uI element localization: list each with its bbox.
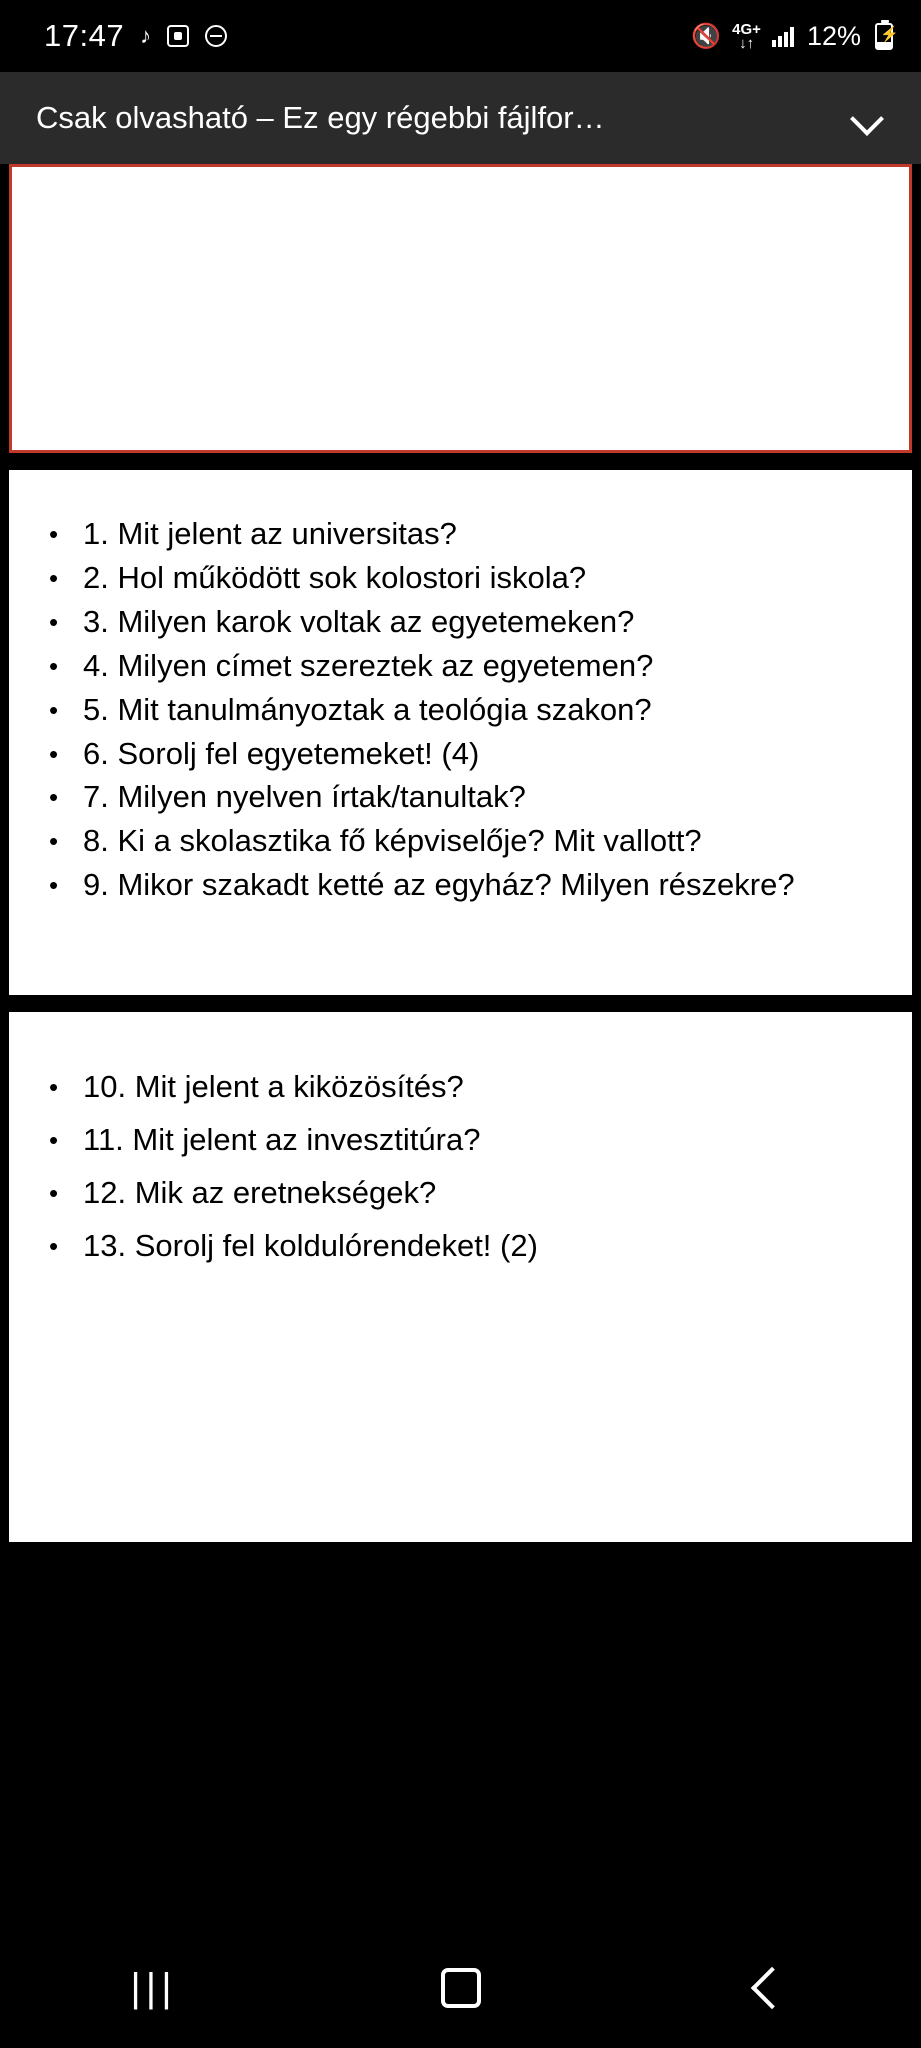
- back-button[interactable]: [708, 1943, 828, 2033]
- list-item-text: 11. Mit jelent az invesztitúra?: [83, 1121, 481, 1157]
- list-item-text: 7. Milyen nyelven írtak/tanultak?: [83, 779, 526, 815]
- chevron-down-icon[interactable]: [851, 101, 885, 135]
- network-arrows-icon: ↓↑: [739, 34, 755, 52]
- readonly-message: Csak olvasható – Ez egy régebbi fájlfor…: [36, 100, 605, 135]
- mute-icon: 🔇: [691, 22, 722, 50]
- slide-divider: [0, 995, 921, 1012]
- list-item-text: 9. Mikor szakadt ketté az egyház? Milyen részekre?: [83, 867, 795, 903]
- list-item-text: 10. Mit jelent a kiközösítés?: [83, 1069, 464, 1104]
- list-item: [49, 602, 886, 643]
- question-list-1: [9, 470, 912, 906]
- bullet-icon: •: [49, 1177, 59, 1208]
- bullet-icon: •: [49, 519, 59, 549]
- question-list-2: [9, 1012, 912, 1267]
- list-item-text: 13. Sorolj fel koldulórendeket! (2): [83, 1227, 538, 1263]
- list-item: [49, 1120, 886, 1161]
- signal-bars-icon: [772, 25, 794, 47]
- recents-button[interactable]: [94, 1943, 214, 2033]
- status-bar-right: [691, 20, 899, 52]
- slide-2[interactable]: [9, 470, 912, 995]
- list-item-text: 2. Hol működött sok kolostori iskola?: [83, 559, 587, 595]
- list-item: [49, 821, 886, 862]
- slide-3[interactable]: [9, 1012, 912, 1542]
- home-button[interactable]: [401, 1943, 521, 2033]
- list-item-text: 12. Mik az eretnekségek?: [83, 1174, 437, 1210]
- recents-icon: |||: [130, 1965, 177, 2010]
- list-item-text: 8. Ki a skolasztika fő képviselője? Mit vallott?: [83, 823, 702, 859]
- list-item: [49, 734, 886, 775]
- list-item-text: 5. Mit tanulmányoztak a teológia szakon?: [83, 691, 652, 727]
- network-type-icon: [732, 22, 761, 51]
- slide-1[interactable]: [9, 164, 912, 453]
- list-item: [49, 1226, 886, 1267]
- screen-record-icon: [167, 25, 189, 47]
- bullet-icon: •: [49, 650, 59, 681]
- list-item: [49, 777, 886, 818]
- status-bar: [0, 0, 921, 72]
- network-generation-label: 4G+: [732, 20, 761, 38]
- list-item-text: 3. Milyen karok voltak az egyetemeken?: [83, 603, 635, 639]
- readonly-banner[interactable]: [0, 72, 921, 164]
- bullet-icon: •: [49, 826, 59, 857]
- list-item-text: 1. Mit jelent az universitas?: [83, 516, 457, 551]
- status-clock: 17:47: [44, 18, 125, 53]
- list-item: [49, 1067, 886, 1108]
- bullet-icon: •: [49, 1072, 59, 1102]
- back-chevron-icon: [750, 1967, 792, 2009]
- bullet-icon: •: [49, 870, 59, 901]
- music-note-icon: ♪: [140, 23, 152, 48]
- battery-charging-icon: ⚡: [875, 23, 893, 50]
- bullet-icon: •: [49, 1230, 59, 1261]
- bullet-icon: •: [49, 562, 59, 593]
- bullet-icon: •: [49, 738, 59, 769]
- document-viewer[interactable]: [0, 164, 921, 1928]
- home-square-icon: [441, 1968, 481, 2008]
- do-not-disturb-icon: [205, 25, 227, 47]
- list-item: [49, 558, 886, 599]
- list-item: [49, 865, 886, 906]
- list-item: [49, 646, 886, 687]
- slide-divider: [0, 453, 921, 470]
- list-item: [49, 1173, 886, 1214]
- bullet-icon: •: [49, 694, 59, 725]
- bullet-icon: •: [49, 782, 59, 813]
- android-nav-bar: [0, 1928, 921, 2048]
- bullet-icon: •: [49, 1124, 59, 1155]
- list-item: [49, 690, 886, 731]
- bullet-icon: •: [49, 606, 59, 637]
- list-item-text: 4. Milyen címet szereztek az egyetemen?: [83, 647, 654, 683]
- status-bar-left: [44, 18, 227, 54]
- list-item: [49, 514, 886, 555]
- list-item-text: 6. Sorolj fel egyetemeket! (4): [83, 735, 480, 771]
- battery-percent-label: 12%: [806, 20, 861, 51]
